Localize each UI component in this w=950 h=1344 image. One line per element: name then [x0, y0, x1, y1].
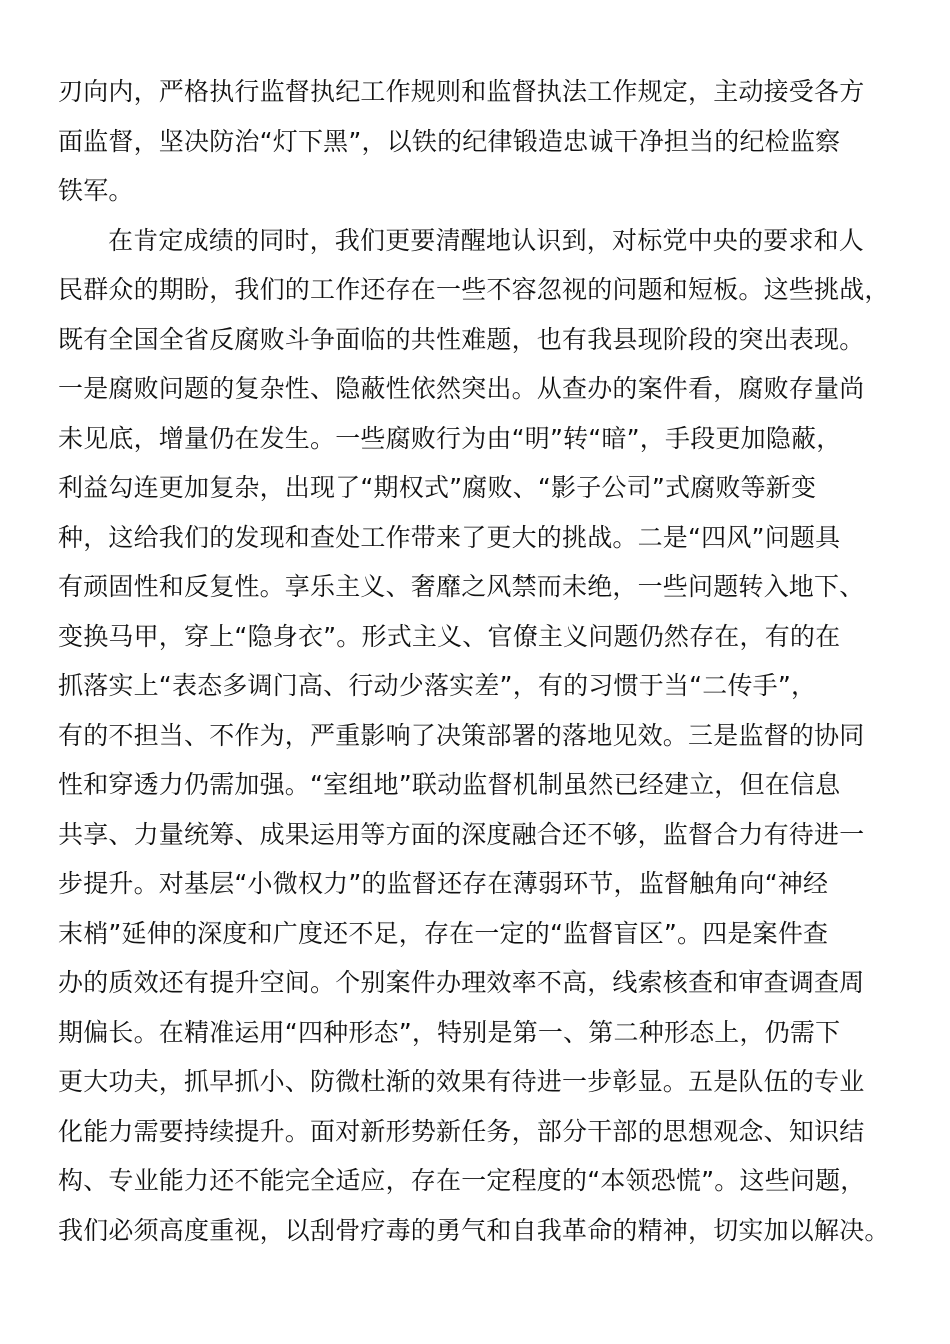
text-line: 更大功夫，抓早抓小、防微杜渐的效果有待进一步彰显。五是队伍的专业 — [58, 1067, 865, 1096]
document-body — [58, 67, 898, 1255]
text-line: 构、专业能力还不能完全适应，存在一定程度的“本领恐慌”。这些问题， — [58, 1166, 866, 1195]
text-line: 民群众的期盼，我们的工作还存在一些不容忽视的问题和短板。这些挑战， — [58, 275, 890, 304]
text-line: 步提升。对基层“小微权力”的监督还存在薄弱环节，监督触角向“神经 — [58, 869, 829, 898]
text-line: 有的不担当、不作为，严重影响了决策部署的落地见效。三是监督的协同 — [58, 720, 865, 750]
paragraph-first-line: 在肯定成绩的同时，我们更要清醒地认识到，对标党中央的要求和人 — [108, 225, 865, 255]
text-line: 变换马甲，穿上“隐身衣”。形式主义、官僚主义问题仍然存在，有的在 — [58, 621, 841, 651]
text-line: 末梢”延伸的深度和广度还不足，存在一定的“监督盲区”。四是案件查 — [58, 918, 829, 948]
text-line: 办的质效还有提升空间。个别案件办理效率不高，线索核查和审查调查周 — [58, 968, 865, 997]
text-line: 未见底，增量仍在发生。一些腐败行为由“明”转“暗”，手段更加隐蔽， — [58, 423, 842, 453]
text-line: 刃向内，严格执行监督执纪工作规则和监督执法工作规定，主动接受各方 — [58, 77, 865, 106]
text-line: 我们必须高度重视，以刮骨疗毒的勇气和自我革命的精神，切实加以解决。 — [58, 1215, 890, 1245]
text-line: 面监督，坚决防治“灯下黑”，以铁的纪律锻造忠诚干净担当的纪检监察 — [58, 126, 841, 156]
text-line: 种，这给我们的发现和查处工作带来了更大的挑战。二是“四风”问题具 — [58, 522, 841, 552]
text-line: 性和穿透力仍需加强。“室组地”联动监督机制虽然已经建立，但在信息 — [58, 770, 841, 799]
text-line: 期偏长。在精准运用“四种形态”，特别是第一、第二种形态上，仍需下 — [58, 1017, 841, 1047]
text-line: 共享、力量统筹、成果运用等方面的深度融合还不够，监督合力有待进一 — [58, 819, 865, 849]
text-line: 利益勾连更加复杂，出现了“期权式”腐败、“影子公司”式腐败等新变 — [58, 473, 817, 502]
text-line: 铁军。 — [58, 176, 134, 205]
text-line: 抓落实上“表态多调门高、行动少落实差”，有的习惯于当“二传手”， — [58, 671, 817, 700]
text-line: 化能力需要持续提升。面对新形势新任务，部分干部的思想观念、知识结 — [58, 1116, 865, 1146]
text-line: 有顽固性和反复性。享乐主义、奢靡之风禁而未绝，一些问题转入地下、 — [58, 572, 865, 601]
text-line: 既有全国全省反腐败斗争面临的共性难题，也有我县现阶段的突出表现。 — [58, 324, 865, 354]
text-line: 一是腐败问题的复杂性、隐蔽性依然突出。从查办的案件看，腐败存量尚 — [58, 374, 865, 403]
